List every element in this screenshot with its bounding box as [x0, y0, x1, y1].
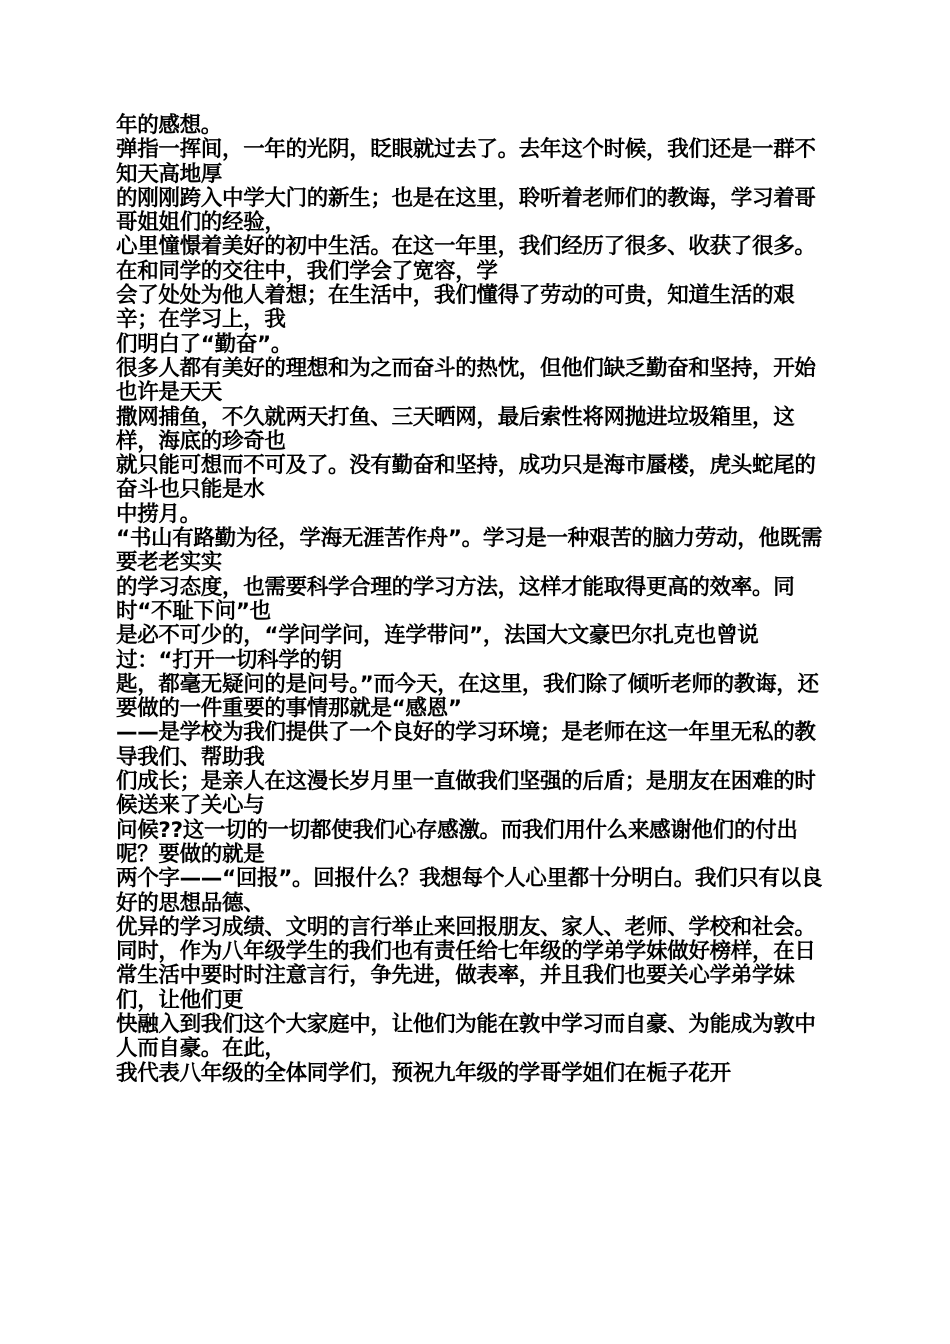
body-text	[116, 114, 832, 1086]
paragraph: ——是学校为我们提供了一个良好的学习环境；是老师在这一年里无私的教导我们、帮助我	[116, 720, 816, 770]
paragraph: 的刚刚跨入中学大门的新生；也是在这里，聆听着老师们的教诲，学习着哥哥姐姐们的经验，	[116, 185, 816, 236]
paragraph: 年的感想。	[116, 113, 223, 138]
paragraph: 心里憧憬着美好的初中生活。在这一年里，我们经历了很多、收获了很多。在和同学的交往中，我们学会了宽容，学	[116, 234, 816, 284]
paragraph: “书山有路勤为径，学海无涯苦作舟”。学习是一种艰苦的脑力劳动，他既需要老老实实	[116, 526, 823, 576]
paragraph: 两个字——“回报”。回报什么？我想每个人心里都十分明白。我们只有以良好的思想品德、	[116, 866, 823, 916]
paragraph: 问候??这一切的一切都使我们心存感激。而我们用什么来感谢他们的付出呢？要做的就是	[116, 817, 798, 867]
paragraph: 撒网捕鱼，不久就两天打鱼、三天晒网，最后索性将网抛进垃圾箱里，这样，海底的珍奇也	[116, 404, 795, 454]
paragraph: 就只能可想而不可及了。没有勤奋和坚持，成功只是海市蜃楼，虎头蛇尾的奋斗也只能是水	[116, 453, 816, 503]
paragraph: 优异的学习成绩、文明的言行举止来回报朋友、家人、老师、学校和社会。 同时，作为八年级学生的我们也有责任给七年级的学弟学妹做好榜样，在日 常生活中要时时注意言行，争先进，做表率，并且我们也要关心学弟学妹们，让他们更	[116, 914, 816, 1013]
paragraph: 的学习态度，也需要科学合理的学习方法，这样才能取得更高的效率。同时“不耻下问”也	[116, 574, 795, 624]
paragraph: 弹指一挥间，一年的光阴，眨眼就过去了。去年这个时候，我们还是一群不知天高地厚	[116, 137, 816, 187]
paragraph: 中捞月。	[116, 501, 201, 527]
paragraph: 们成长；是亲人在这漫长岁月里一直做我们坚强的后盾；是朋友在困难的时候送来了关心与	[116, 769, 816, 819]
paragraph: 匙，都毫无疑问的是问号。”而今天，在这里，我们除了倾听老师的教诲，还要做的一件重要的事情那就是“感恩”	[116, 671, 819, 722]
paragraph: 我代表八年级的全体同学们，预祝九年级的学哥学姐们在栀子花开	[116, 1060, 731, 1086]
paragraph: 很多人都有美好的理想和为之而奋斗的热忱，但他们缺乏勤奋和坚持，开始也许是天天	[116, 355, 816, 406]
paragraph: 会了处处为他人着想；在生活中，我们懂得了劳动的可贵，知道生活的艰辛；在学习上，我	[116, 283, 795, 333]
paragraph: 们明白了“勤奋”。	[116, 331, 293, 357]
paragraph: 快融入到我们这个大家庭中，让他们为能在敦中学习而自豪、为能成为敦中人而自豪。在此，	[116, 1011, 816, 1062]
paragraph: 是必不可少的，“学问学问，连学带问”，法国大文豪巴尔扎克也曾说过：“打开一切科学的钥	[116, 623, 759, 673]
